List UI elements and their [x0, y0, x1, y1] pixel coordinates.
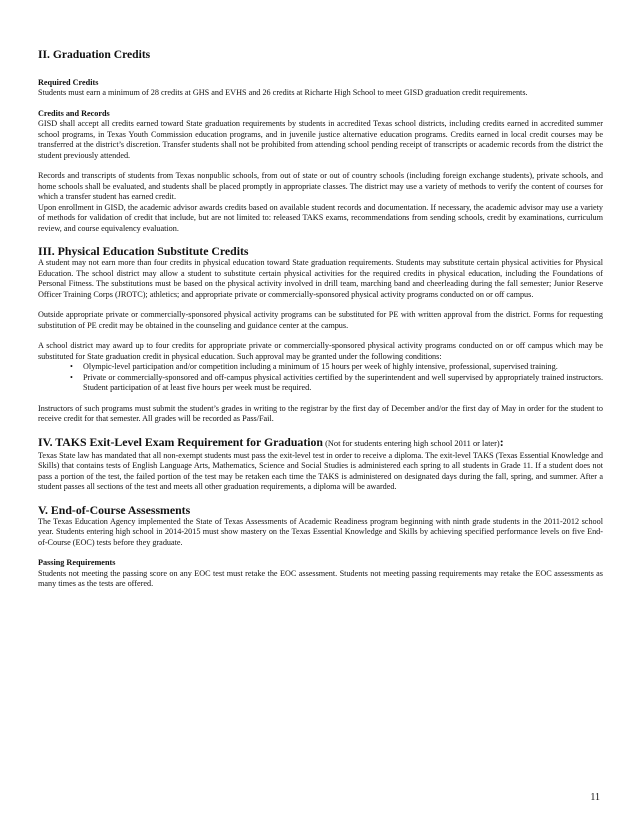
- section-title-graduation-credits: II. Graduation Credits: [38, 48, 151, 61]
- subheading-passing-requirements: Passing Requirements: [38, 558, 116, 568]
- pe-paragraph-3: A school district may award up to four credits for appropriate private or commercially-sponsored physical activity programs conducted on or off campus which may be substituted for State graduation credit in physical education. Such approval may be granted under the following conditions:: [38, 341, 603, 361]
- enrollment-paragraph: Upon enrollment in GISD, the academic advisor awards credits based on available student records and documentation. If necessary, the academic advisor may use a variety of methods for validation of credit that include, but are not limited to: released TAKS exams, recommendations from sending schools, credit by examinations, curriculum review, and course equivalency evaluation.: [38, 202, 603, 233]
- pe-paragraph-1: A student may not earn more than four credits in physical education toward State graduation requirements. Students may substitute certain physical activities for Physical Education. The school district may allow a student to substitute certain physical activities for the required credits in physical education, including the Foundations of Personal Fitness. The substitutions must be based on the physical activity involved in drill team, marching band and cheerleading during the fall semester; Junior Reserve Officer Training Corps (JROTC); athletics; and appropriate private or commercially-sponsored physical activity programs conducted on or off campus.: [38, 258, 603, 299]
- section-title-taks: IV. TAKS Exit-Level Exam Requirement for Graduation (Not for students entering high school 2011 or later):: [38, 434, 504, 449]
- bullet-icon: •: [70, 372, 73, 382]
- section-title-pe-substitute: III. Physical Education Substitute Credits: [38, 244, 249, 259]
- taks-title-note: (Not for students entering high school 2011 or later): [323, 438, 500, 448]
- pe-paragraph-4: Instructors of such programs must submit the student’s grades in writing to the registrar by the first day of December and/or the first day of May in order for the student to receive credit for that semester. All grades will be recorded as Pass/Fail.: [38, 403, 603, 424]
- passing-requirements-text: Students not meeting the passing score on any EOC test must retake the EOC assessment. Students not meeting passing requirements may retake the EOC assessments as many times as the tests are offered.: [38, 568, 603, 589]
- pe-conditions-list: [38, 362, 603, 394]
- required-credits-text: Students must earn a minimum of 28 credits at GHS and EVHS and 26 credits at Richarte High School to meet GISD graduation credit requirements.: [38, 88, 528, 98]
- page-number: 11: [590, 792, 600, 803]
- list-item: • Private or commercially-sponsored and off-campus physical activities certified by the superintendent and well supervised by appropriately trained instructors. Student participation of at least five hours per week must be required.: [70, 372, 603, 393]
- subheading-required-credits: Required Credits: [38, 78, 99, 87]
- credits-records-text: GISD shall accept all credits earned toward State graduation requirements by students in accredited Texas school districts, including credits earned in accredited summer school programs, in Texas Youth Commission education programs, and in juvenile justice alternative education programs. Credits earned in local credit courses may be transferred at the district’s discretion. Transfer students shall not be prohibited from attending school pending receipt of transcripts or academic records from the district the student previously attended.: [38, 119, 603, 160]
- list-item: • Olympic-level participation and/or competition including a minimum of 15 hours per week of highly intensive, professional, supervised training.: [70, 362, 558, 372]
- subheading-credits-and-records: Credits and Records: [38, 108, 110, 118]
- section-title-eoc: V. End-of-Course Assessments: [38, 502, 191, 517]
- document-page: [38, 48, 603, 590]
- pe-paragraph-2: Outside appropriate private or commercially-sponsored physical activity programs can be substituted for PE with written approval from the district. Forms for requesting substitution of PE credit may be obtained in the counseling and guidance center at the campus.: [38, 310, 603, 330]
- taks-paragraph: Texas State law has mandated that all non-exempt students must pass the exit-level test in order to receive a diploma. The exit-level TAKS (Texas Essential Knowledge and Skills) that contains tests of English Language Arts, Mathematics, Science and Social Studies is administered each spring to all students in Grade 11. If a student does not pass a portion of the test, the failed portion of the test may be retaken each time the TAKS is administered on designated days during the fall, spring, and summer. After a student passes all sections of the test and meets all other graduation requirements, a diploma will be awarded.: [38, 450, 603, 492]
- records-transcripts-paragraph: Records and transcripts of students from Texas nonpublic schools, from out of state or out of country schools (including foreign exchange students), private schools, and home schools shall be evaluated, and students shall be placed promptly in appropriate classes. The district may use a variety of methods to verify the content of courses for which a transfer student has earned credit.: [38, 171, 603, 202]
- bullet-icon: •: [70, 362, 73, 372]
- eoc-paragraph: The Texas Education Agency implemented the State of Texas Assessments of Academic Readiness program beginning with ninth grade students in the 2011-2012 school year. Students entering high school in 2014-2015 must show mastery on the Texas Essential Knowledge and Skills by achieving specified performance levels on five End-of-Course (EOC) tests before they graduate.: [38, 516, 603, 547]
